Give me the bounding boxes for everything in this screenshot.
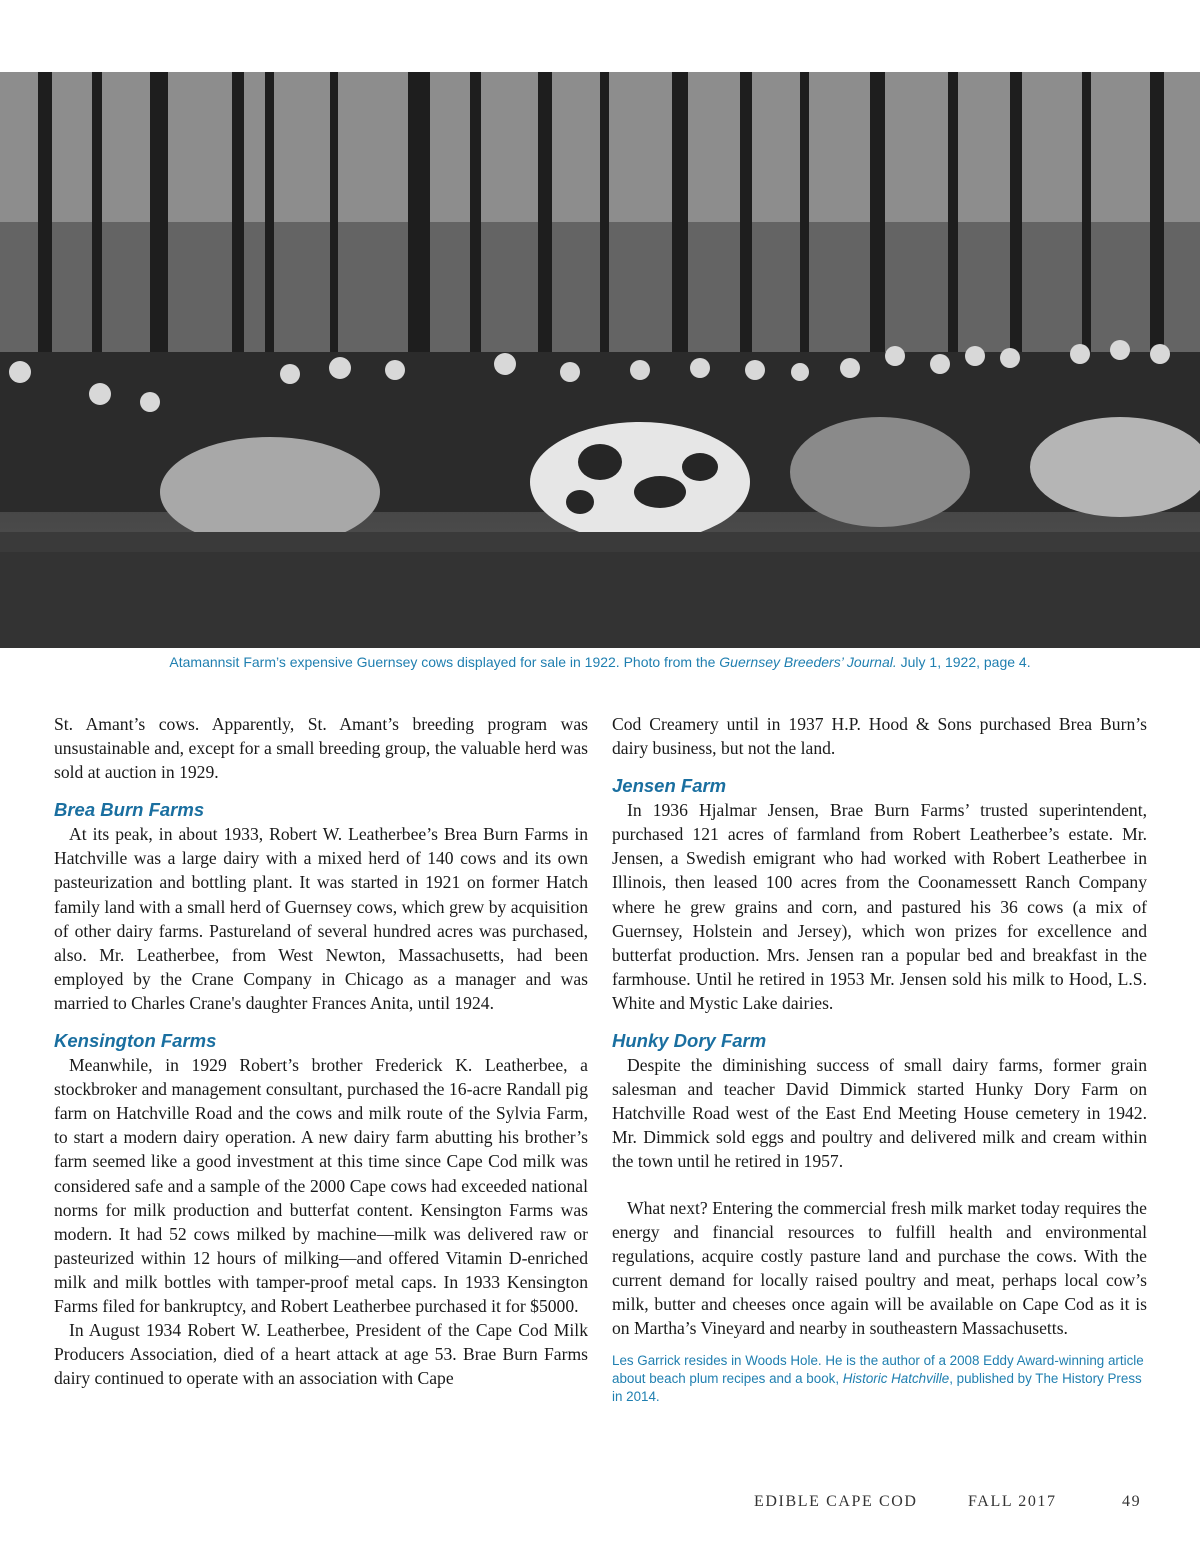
footer-page-number: 49 — [1122, 1493, 1142, 1510]
hunky-dory-heading: Hunky Dory Farm — [612, 1030, 767, 1052]
footer-publication: EDIBLE CAPE COD — [754, 1493, 918, 1510]
footer-issue: FALL 2017 — [968, 1493, 1057, 1510]
brea-burn-paragraph: At its peak, in about 1933, Robert W. Leatherbee’s Brea Burn Farms in Hatchville was a large dairy with a mixed herd of 140 cows and its own pasteurization and bottling plant. It was started in 1921 on former Hatch family land with a small herd of Guernsey cows, which grew by acquisition of other dairy farms. Pastureland of several hundred acres was purchased, also. Mr. Leatherbee, from West Newton, Massachusetts, had been employed by the Crane Company in Chicago as a manager and was married to Charles Crane's daughter Frances Anita, until 1924. — [54, 824, 588, 1013]
august-paragraph: In August 1934 Robert W. Leatherbee, President of the Cape Cod Milk Producers Association, died of a heart attack at age 53. Brae Burn Farms dairy continued to operate with an association with Cape — [54, 1320, 588, 1389]
what-next-paragraph: What next? Entering the commercial fresh milk market today requires the energy and financial resources to fulfill health and environmental regulations, acquire costly pasture land and purchase the cows. With the current demand for locally raised poultry and meat, perhaps local cow’s milk, butter and cheeses once again will be available on Cape Cod as it is on Martha’s Vineyard and nearby in southeastern Massachusetts. — [612, 1197, 1147, 1338]
bio-publisher: , published by The History Press in 2014. — [612, 1371, 1142, 1405]
kensington-paragraph: Meanwhile, in 1929 Robert’s brother Frederick K. Leatherbee, a stockbroker and management consultant, purchased the 16-acre Randall pig farm on Hatchville Road and the cows and milk route of the Sylvia Farm, to start a modern dairy operation. A new dairy farm abutting his brother’s farm seemed like a good investment at this time since Cape Cod milk was considered safe and a sample of the 2000 Cape cows had exceeded national norms for milk production and butterfat content. Kensington Farms was modern. It had 52 cows milked by machine—milk was delivered raw or pasteurized within 12 hours of milking—and offered Vitamin D-enriched milk and milk bottles with tamper-proof metal caps. In 1933 Kensington Farms filed for bankruptcy, and Robert Leatherbee purchased it for $5000. — [54, 1055, 588, 1316]
author-bio — [612, 1352, 1147, 1406]
left-column — [54, 712, 588, 1390]
bio-text: Les Garrick resides in Woods Hole. He is the author of a 2008 Eddy Award-winning article about beach plum recipes and a book, — [612, 1353, 1144, 1387]
photo-caption — [0, 654, 1200, 670]
jensen-heading: Jensen Farm — [612, 775, 727, 797]
intro-paragraph: St. Amant’s cows. Apparently, St. Amant’s breeding program was unsustainable and, except for a small breeding group, the valuable herd was sold at auction in 1929. — [54, 714, 588, 783]
right-column — [612, 712, 1147, 1406]
kensington-heading: Kensington Farms — [54, 1030, 217, 1052]
hunky-dory-paragraph: Despite the diminishing success of small dairy farms, former grain salesman and teacher David Dimmick started Hunky Dory Farm on Hatchville Road west of the East End Meeting House cemetery in 1942. Mr. Dimmick sold eggs and poultry and delivered milk and cream within the town until he retired in 1957. — [612, 1055, 1147, 1172]
brea-burn-heading: Brea Burn Farms — [54, 799, 205, 821]
continuation-paragraph: Cod Creamery until in 1937 H.P. Hood & Sons purchased Brea Burn’s dairy business, but not the land. — [612, 714, 1147, 759]
bio-book-title: Historic Hatchville — [842, 1371, 950, 1387]
jensen-paragraph: In 1936 Hjalmar Jensen, Brae Burn Farms’ trusted superintendent, purchased 121 acres of farmland from Robert Leatherbee’s estate. Mr. Jensen, a Swedish emigrant who had worked with Robert Leatherbee in Illinois, then leased 100 acres from the Coonamessett Ranch Company where he grew grains and corn, and pastured his 36 cows (a mix of Guernsey, Holstein and Jersey), which won prizes for excellence and butterfat production. Mrs. Jensen ran a popular bed and breakfast in the farmhouse. Until he retired in 1953 Mr. Jensen sold his milk to Hood, L.S. White and Mystic Lake dairies. — [612, 800, 1147, 1013]
caption-date: July 1, 1922, page 4. — [896, 654, 1031, 670]
historic-photo — [0, 72, 1200, 648]
caption-text: Atamannsit Farm’s expensive Guernsey cows displayed for sale in 1922. Photo from the — [169, 654, 720, 670]
photo-illustration-icon — [0, 72, 1200, 648]
caption-journal: Guernsey Breeders’ Journal. — [719, 654, 897, 670]
